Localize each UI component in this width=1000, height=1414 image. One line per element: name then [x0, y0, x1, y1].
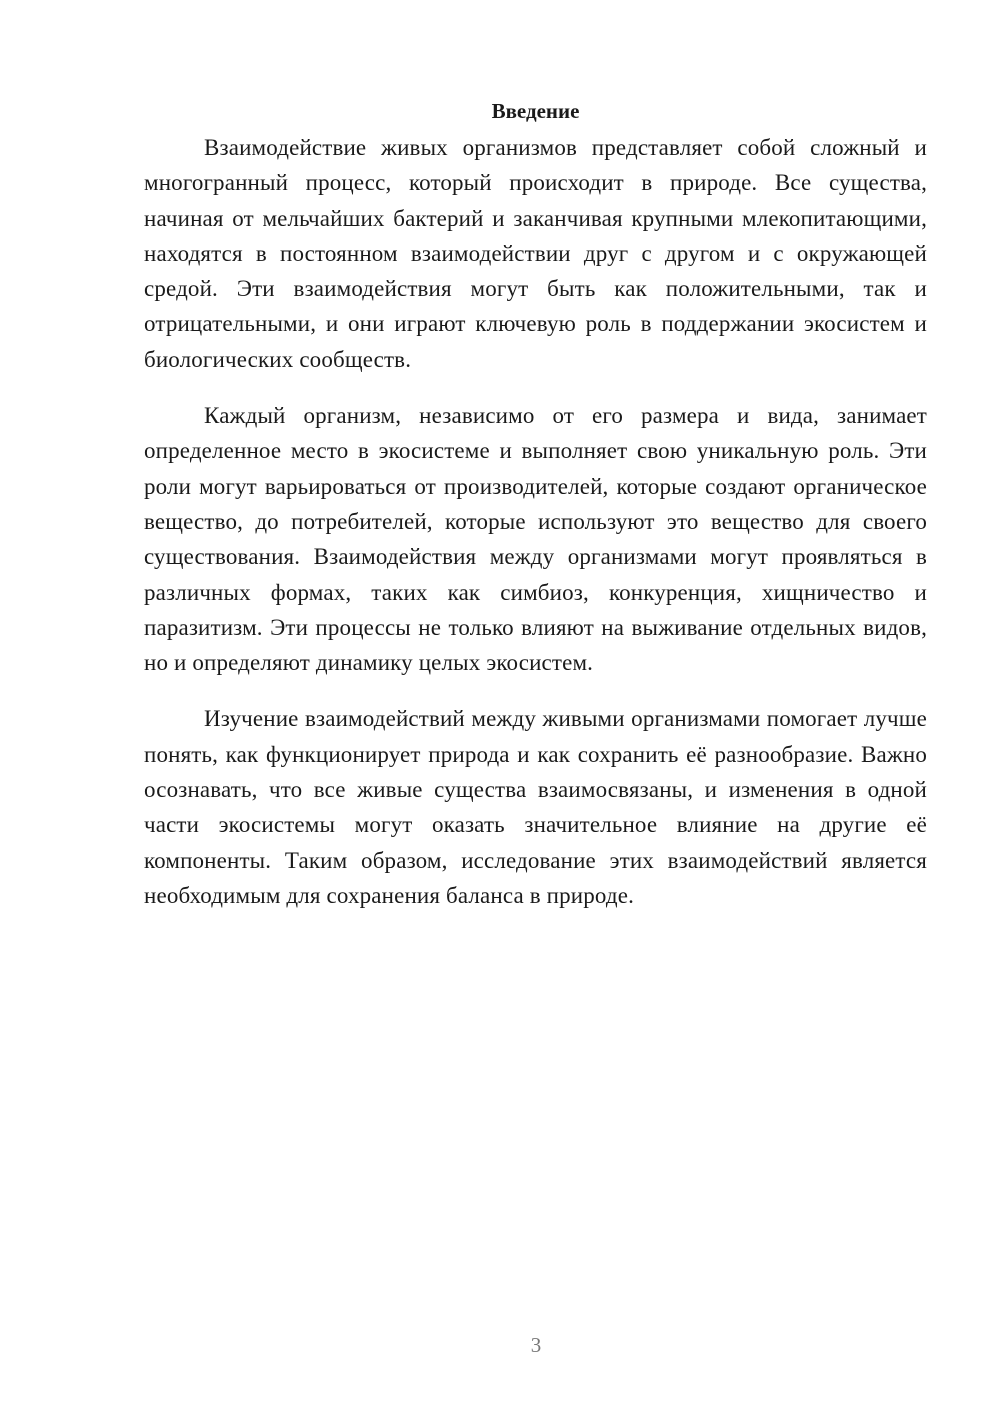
document-body	[144, 96, 927, 913]
paragraph-1: Взаимодействие живых организмов представляет собой сложный и многогранный процесс, который происходит в природе. Все существа, начиная от мельчайших бактерий и заканчивая крупными млекопитающими, находятся в постоянном взаимодействии друг с другом и с окружающей средой. Эти взаимодействия могут быть как положительными, так и отрицательными, и они играют ключевую роль в поддержании экосистем и биологических сообществ.	[144, 135, 927, 372]
page-number: 3	[530, 1333, 542, 1357]
section-title: Введение	[491, 99, 580, 123]
paragraph-3: Изучение взаимодействий между живыми организмами помогает лучше понять, как функционирует природа и как сохранить её разнообразие. Важно осознавать, что все живые существа взаимосвязаны, и изменения в одной части экосистемы могут оказать значительное влияние на другие её компоненты. Таким образом, исследование этих взаимодействий является необходимым для сохранения баланса в природе.	[144, 706, 927, 908]
paragraph-2: Каждый организм, независимо от его размера и вида, занимает определенное место в экосистеме и выполняет свою уникальную роль. Эти роли могут варьироваться от производителей, которые создают органическое вещество, до потребителей, которые используют это вещество для своего существования. Взаимодействия между организмами могут проявляться в различных формах, таких как симбиоз, конкуренция, хищничество и паразитизм. Эти процессы не только влияют на выживание отдельных видов, но и определяют динамику целых экосистем.	[144, 403, 927, 676]
